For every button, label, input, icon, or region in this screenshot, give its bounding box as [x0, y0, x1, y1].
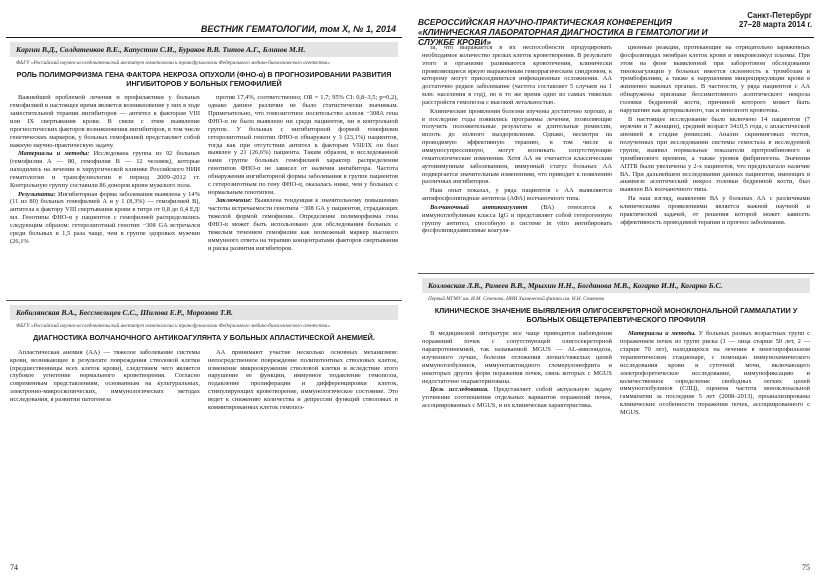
- paragraph-text: У больных разных возрастных групп с поражением почек из групп риска (1 — лица старше 50 лет, 2 — старше 70 лет), находящихся на лечении в многопрофильном терапевтическом стационаре, с помощью иммунохимического исследования крови и суточной мочи, включающего электрофоретическое исследование, иммунофиксацию и количественное определение свободных легких цепей иммуноглобулинов (СЛЦ), оценена частота моноклональной гаммапатии за последние 5 лет (2008–2013), проанализированы клинические особенности поражения почек, ассоциированного с MGUS.: [620, 330, 810, 416]
- article-authors: Каргин В.Д., Солдатенков В.Е., Капустин С.И., Бураков В.В. Титов А.Г., Блинов М.Н.: [10, 42, 398, 57]
- paragraph-text: В медицинской литературе все чаще приводятся наблюдения поражений почек с сопутствующей олигосекреторной парапротеинемией, так называемой MGUS — AL-амилоидоза, изученного лучше, болезни отложения легких/тяжелых цепей иммуноглобулинов, иммунотактоидного гломерулонефрита и некоторых других форм поражения почек, связь которых с MGUS недостаточно охарактеризована.: [422, 330, 612, 385]
- paragraph: [620, 116, 810, 194]
- conference-dates: 27–28 марта 2014 г.: [739, 20, 812, 29]
- conference-city: Санкт-Петербург: [747, 11, 812, 20]
- article-columns: [10, 94, 398, 253]
- paragraph-lead: Материалы и методы.: [628, 330, 696, 338]
- paragraph: [422, 330, 612, 385]
- paragraph: [620, 44, 810, 115]
- column-left: [10, 349, 200, 413]
- column-right: [620, 330, 810, 417]
- paragraph: [422, 44, 612, 107]
- abstract-continuation: [418, 38, 814, 274]
- right-page: [418, 8, 814, 574]
- paragraph-lead: Материалы и методы:: [18, 150, 90, 158]
- paragraph-text: Клинические проявления болезни изучены достаточно хорошо, и в последние годы появились программы лечения, позволяющие получить положительные результаты и длительные ремиссии, вплоть до полного выздоровления. Однако, несмотря на проводимую эффективную терапию, в том числе и иммуносупрессивную, могут возникать сопутствующие гематологические изменения. Хотя АА не считается классическим аутоиммунным заболеванием, иммунный статус больных АА подвергается значительным изменениям, что приводит к появлению различных ингибиторов.: [422, 107, 612, 186]
- article-columns: [422, 330, 810, 417]
- page-number: 74: [10, 563, 18, 572]
- article-affiliation: Первый МГМУ им. И.М. Сеченова, НИИ Химической физики им. Н.Н. Семенова: [428, 296, 605, 302]
- abstract-2: [6, 301, 402, 416]
- paragraph: [422, 187, 612, 203]
- paragraph: [422, 204, 612, 235]
- column-left: [422, 330, 612, 417]
- article-title: РОЛЬ ПОЛИМОРФИЗМА ГЕНА ФАКТОРА НЕКРОЗА ОПУХОЛИ (ФНО-α) В ПРОГНОЗИРОВАНИИ РАЗВИТИЯ ИНГИБИТОРОВ У БОЛЬНЫХ ГЕМОФИЛИЕЙ: [16, 70, 392, 88]
- abstract-1: [6, 38, 402, 301]
- paragraph-lead: Цель исследования.: [430, 386, 489, 394]
- running-header: [6, 8, 402, 38]
- article-title: КЛИНИЧЕСКОЕ ЗНАЧЕНИЕ ВЫЯВЛЕНИЯ ОЛИГОСЕКРЕТОРНОЙ МОНОКЛОНАЛЬНОЙ ГАММАПАТИИ У БОЛЬНЫХ ОБЩЕТЕРАПЕВТИЧЕСКОГО ПРОФИЛЯ: [434, 306, 798, 324]
- paragraph: [10, 150, 200, 189]
- paragraph: [208, 349, 398, 412]
- article-columns: [10, 349, 398, 413]
- paragraph-text: АА принимают участие несколько основных механизмов: непосредственное повреждение полипотентных стволовых клеток, изменение микроокружения стволовой клетки и вследствие этого нарушение ее функции, иммунное подавление гемопоэза, подавление пролиферации и дифференцировки клеток, стимулирующих кроветворение, иммунологическое состояние. Это ведет к снижению количества и депрессии функций стволовых и коммитированных клеток гемопоэ-: [208, 348, 398, 411]
- paragraph: [208, 197, 398, 252]
- column-right: [208, 349, 398, 413]
- conference-title: ВСЕРОССИЙСКАЯ НАУЧНО-ПРАКТИЧЕСКАЯ КОНФЕРЕНЦИЯ «КЛИНИЧЕСКАЯ ЛАБОРАТОРНАЯ ДИАГНОСТИКА В ГЕМАТОЛОГИИ И СЛУЖБЕ КРОВИ»: [418, 17, 708, 47]
- paragraph-text: В настоящее исследование было включено 14 пациентов (7 мужчин и 7 женщин), средний возраст 34±0,5 года, с апластической анемией в стадии ремиссии. Анализ скрининговых тестов, полученных при исследовании системы гемостаза в исследуемой группе, выявил нормальные показатели протромбинового и тромбинового времени, а также уровня фибриногена. Значения АПТВ были увеличены у 2-х пациентов, что предполагало наличие ВА. При дальнейшем исследовании данных пациентов, имеющих в анамнезе асептический некроз головки бедренной кости, был выявлен ВА волчаночного типа.: [620, 115, 810, 194]
- paragraph: [422, 108, 612, 186]
- paragraph-lead: Заключение:: [216, 197, 253, 205]
- paragraph-lead: Волчаночный антикоагулянт: [430, 203, 528, 211]
- paragraph: [422, 386, 612, 410]
- paragraph-text: На наш взгляд, выявление ВА у больных АА с различными клиническими проявлениями является важной научной и практической задачей, от решения которой может зависеть эффективность проводимой терапии и прогноз заболевания.: [620, 195, 810, 226]
- paragraph-text: за, что выражается в их неспособности продуцировать необходимое количество зрелых клеток кроветворения. В результате этого в организме развиваются кровотечения, клинически проявляющиеся яркую выраженным геморрагическим синдромом, к которому могут присоединиться инфекционные осложнения. АА достаточно редкое заболевание (частота составляет 5 случаев на 1 млн. населения в год), но в то же время одно из самых тяжелых расстройств гемопоэза с высокой летальностью.: [422, 44, 612, 106]
- article-columns: [422, 44, 810, 236]
- column-left: [422, 44, 612, 236]
- paragraph-text: Апластическая анемия (АА) — тяжелое заболевание системы крови, возникающее в результате повреждения стволовой клетки (предшественницы всех клеток крови), следствием чего является глубокое угнетение нормального кроветворения. Согласно современным представлениям, основанным на культуральных, электронно-микроскопических, иммунологических методах исследования, в развитии патогенеза: [10, 348, 200, 403]
- paragraph: [620, 195, 810, 226]
- column-left: [10, 94, 200, 253]
- paragraph-text: Представляет собой актуальную задачу уточнение соотношения отдельных вариантов поражений почек, ассоциированных с MGUS, и их клиническая характеристика.: [422, 386, 612, 410]
- paragraph-text: против 17,4%, соответственно; OR = 1,7; 95% CI: 0,8–3,5; p=0,2), однако данное различие не было статистически значимым. Примечательно, что гомозиготное носительство аллеля −308A гена ФНО-α не было выявлено ни среди пациентов, ни в контрольной группе. У больных с ингибиторной формой гемофилии гетерозиготный генотип ФНО-α обнаружен у 3 (23,1%) пациентов, тогда как при отсутствии антител к факторам VIII/IX он был выявлен у 21 (26,6%) пациента. Таким образом, в исследованной нами группе больных гемофилией характер распределения генотипов ФНО-α не зависел от наличия ингибитора. Частота обнаружения ингибиторной формы заболевания в группе пациентов с гетерозиготным по гену ФНО-α, оказалась ниже, чем у больных с нормальным генотипом.: [208, 94, 398, 196]
- paragraph-text: Ингибиторная форма заболевания выявлена у 14% (11 из 80) больных гемофилией А и у 1 (8,3%) — гемофилией В), антитела к фактору VIII свертывания крови в титре от 0,8 до 6,4 ЕД/мл. Генотипы ФНО-α у пациентов с гемофилией распределились следующим образом: гетерозиготный генотип −308 GA встречался среди больных в 1,5 раза чаще, чем в группе здоровых мужчин (26,1%: [10, 190, 200, 245]
- abstract-3: [418, 274, 814, 421]
- paragraph: [10, 191, 200, 246]
- article-authors: Козловская Л.В., Рамеев В.В., Мрыхин Н.Н., Богданова М.В., Когарко И.Н., Когарко Б.С.: [422, 278, 810, 293]
- left-page: [6, 8, 402, 574]
- column-right: [208, 94, 398, 253]
- column-right: [620, 44, 810, 236]
- article-affiliation: ФБГУ «Российский научно-исследовательский институт гематологии и трансфузиологии Федерального медико-биологического агентства»: [16, 323, 330, 329]
- paragraph-lead: Результаты:: [18, 190, 56, 198]
- paragraph-text: ционные реакции, протекающие на отрицательно заряженных фосфолипидах мембран клеток крови и микровезикул плазмы. При этом на фоне выявленной при заборотовом обследовании тинокоагуляции у больных имеется склонность к тромбозам и тромбофилиям, а также к нарушениям микроциркуляции крови в жизненно важных органах. В частности, у ряда пациентов с АА обнаружены признаки бессимптомного асептического некроза головки бедренной кости, причиной которого может быть нарушение как артериального, так и венозного кровотока.: [620, 44, 810, 114]
- page-number: 75: [802, 563, 810, 572]
- paragraph-text: Важнейшей проблемой лечения и профилактики у больных гемофилией в настоящее время является возникновение у них в ходе заместительной терапии ингибиторов — антител к факторам VIII или IX свертывания крови. В связи с этим выявление прогностических факторов возникновения ингибиторов, в том числе генетических маркеров, у больных гемофилией представляет собой важную научно-практическую задачу.: [10, 94, 200, 149]
- paragraph: [10, 94, 200, 149]
- conference-place-date: [739, 11, 812, 29]
- paragraph-text: Исследована группа из 92 больных (гемофилия А — 80, гемофилия В — 12 человек), которые находились на лечении в хирургической клинике Российского НИИ гематологии и трансфузиологии в период 2009–2012 гг. Контрольную группу составили 86 доноров крови мужского пола.: [10, 150, 200, 189]
- paragraph-text: (ВА) относится к иммуноглобулинам класса IgG и представляет собой гетерогенную группу антител, способную в системе in vitro ингибировать фосфолипидзависимые коагуля-: [422, 203, 612, 235]
- paragraph: [620, 330, 810, 416]
- article-authors: Кобилянская В.А., Бессмельцев С.С., Шилова Е.Р., Морозова Т.В.: [10, 305, 398, 320]
- article-title: ДИАГНОСТИКА ВОЛЧАНОЧНОГО АНТИКОАГУЛЯНТА У БОЛЬНЫХ АПЛАСТИЧЕСКОЙ АНЕМИЕЙ.: [33, 333, 375, 343]
- journal-running-title: ВЕСТНИК ГЕМАТОЛОГИИ, том X, № 1, 2014: [200, 24, 396, 34]
- running-header: [418, 8, 814, 47]
- paragraph-text: Выявлена тенденция к значительному повышению частоты встречаемости генотипа −308 GA у пациентов, страдающих тяжелой формой гемофилии. Определение полиморфизма гена ФНО-α может быть использовано для обследования больных с тяжелым течением гемофилии как возможный маркер высокого иммунного ответа на терапию концентратами факторов свертывания и риска развития ингибиторов.: [208, 197, 398, 252]
- paragraph: [10, 349, 200, 404]
- paragraph: [208, 94, 398, 196]
- paragraph-text: Наш опыт показал, у ряда пациентов с АА выявляются антифосфолипидные антитела (АФА) волчаночного типа.: [422, 187, 612, 203]
- article-affiliation: ФБГУ «Российский научно-исследовательский институт гематологии и трансфузиологии Федерального медико-биологического агентства»: [16, 60, 330, 66]
